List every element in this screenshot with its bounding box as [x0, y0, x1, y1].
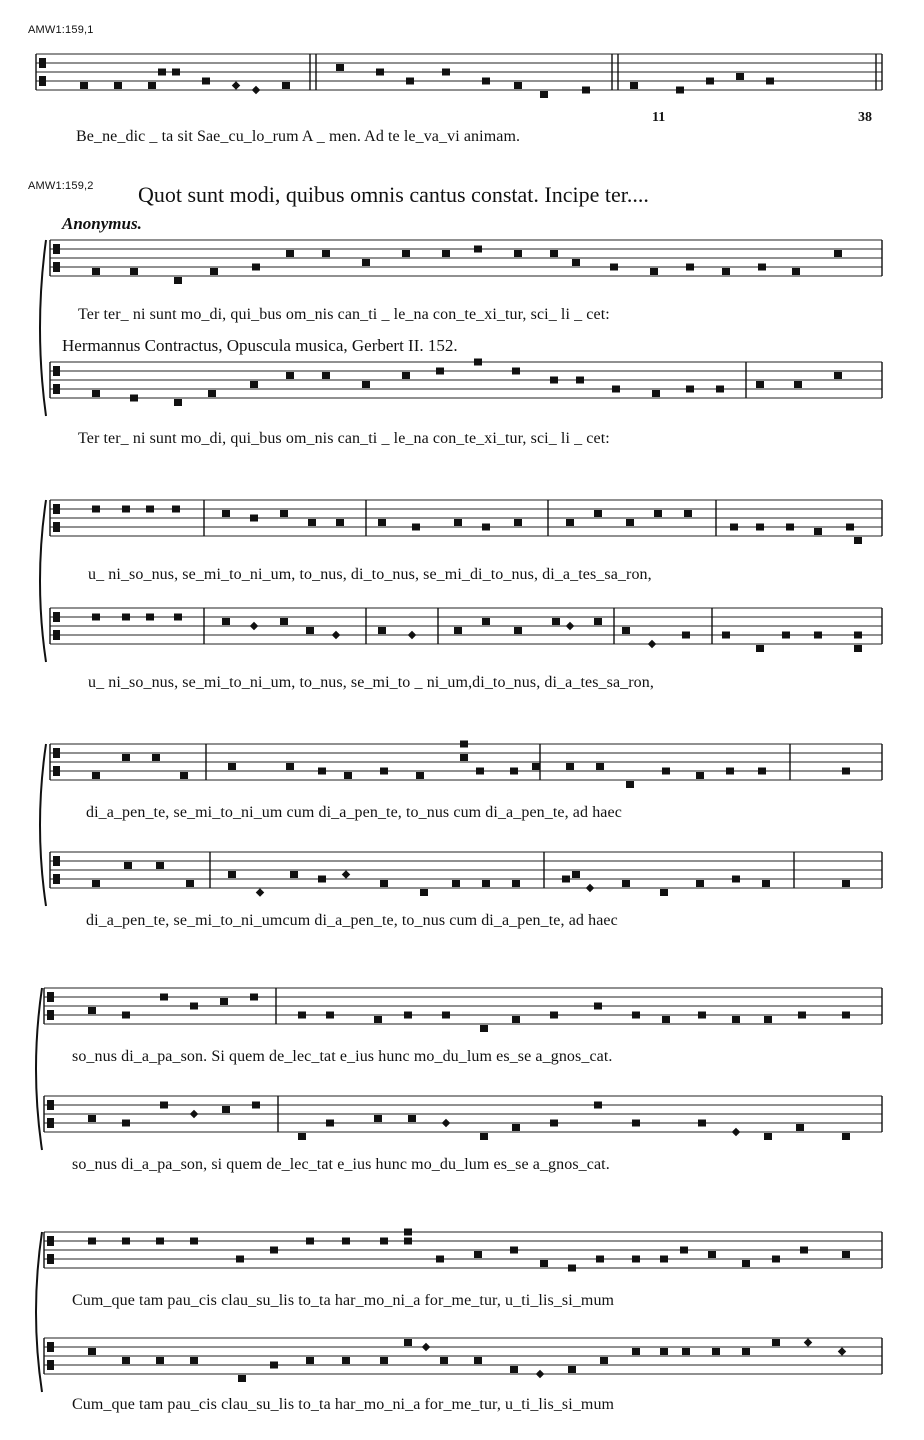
staff-3b-square-note-icon	[280, 618, 288, 625]
staff-5a-square-note-icon	[404, 1012, 412, 1019]
staff-5a-clef-icon	[47, 1010, 54, 1020]
staff-5a-square-note-icon	[764, 1016, 772, 1023]
staff-3b-diamond-note-icon	[408, 631, 416, 639]
reference-label-1: AMW1:159,1	[28, 24, 94, 36]
staff-6a-square-note-icon	[306, 1238, 314, 1245]
staff-5b-square-note-icon	[594, 1102, 602, 1109]
staff-5a-square-note-icon	[480, 1025, 488, 1032]
staff-6a-square-note-icon	[842, 1251, 850, 1258]
staff-2b-square-note-icon	[174, 399, 182, 406]
staff-3a-square-note-icon	[594, 510, 602, 517]
staff-3a-square-note-icon	[280, 510, 288, 517]
staff-6a-square-note-icon	[380, 1238, 388, 1245]
staff-6b-square-note-icon	[156, 1357, 164, 1364]
staff-6b-diamond-note-icon	[536, 1370, 544, 1378]
staff-2b-square-note-icon	[686, 386, 694, 393]
staff-3b-square-note-icon	[622, 627, 630, 634]
staff-2b-square-note-icon	[612, 386, 620, 393]
staff-3a-square-note-icon	[626, 519, 634, 526]
staff-1-square-note-icon	[706, 78, 714, 85]
staff-4a-square-note-icon	[566, 763, 574, 770]
staff-2a-square-note-icon	[252, 264, 260, 271]
staff-1-square-note-icon	[80, 82, 88, 89]
staff-2a-square-note-icon	[322, 250, 330, 257]
staff-6b-clef-icon	[47, 1360, 54, 1370]
staff-5a-square-note-icon	[842, 1012, 850, 1019]
staff-1-square-note-icon	[540, 91, 548, 98]
staff-3b-square-note-icon	[222, 618, 230, 625]
staff-3a-square-note-icon	[146, 506, 154, 513]
staff-3b-clef-icon	[53, 630, 60, 640]
staff-6b-square-note-icon	[404, 1339, 412, 1346]
staff-4a-square-note-icon	[476, 768, 484, 775]
staff-4b-square-note-icon	[420, 889, 428, 896]
staff-6a-square-note-icon	[510, 1247, 518, 1254]
staff-2a-square-note-icon	[210, 268, 218, 275]
staff-6b-square-note-icon	[190, 1357, 198, 1364]
staff-3b-square-note-icon	[682, 632, 690, 639]
staff-4b-square-note-icon	[452, 880, 460, 887]
staff-2b-clef-icon	[53, 384, 60, 394]
staff-3b-diamond-note-icon	[250, 622, 258, 630]
staff-6a-clef-icon	[47, 1236, 54, 1246]
staff-2a-square-note-icon	[610, 264, 618, 271]
staff-1-square-note-icon	[148, 82, 156, 89]
staff-6a-square-note-icon	[88, 1238, 96, 1245]
staff-6a-square-note-icon	[404, 1238, 412, 1245]
staff-1-square-note-icon	[630, 82, 638, 89]
staff-5b-square-note-icon	[122, 1120, 130, 1127]
staff-6b-diamond-note-icon	[422, 1343, 430, 1351]
staff-3a-square-note-icon	[92, 506, 100, 513]
staff-4b-square-note-icon	[512, 880, 520, 887]
staff-3b-square-note-icon	[814, 632, 822, 639]
staff-2a-square-note-icon	[792, 268, 800, 275]
staff-2a-square-note-icon	[474, 246, 482, 253]
staff-1-square-note-icon	[736, 73, 744, 80]
staff-3b-diamond-note-icon	[332, 631, 340, 639]
staff-6a-square-note-icon	[800, 1247, 808, 1254]
staff-3a-square-note-icon	[786, 524, 794, 531]
staff-6b-square-note-icon	[600, 1357, 608, 1364]
staff-3b-square-note-icon	[454, 627, 462, 634]
staff-2b-square-note-icon	[362, 381, 370, 388]
staff-4b-square-note-icon	[92, 880, 100, 887]
staff-6b-square-note-icon	[270, 1362, 278, 1369]
staff-4a-square-note-icon	[696, 772, 704, 779]
staff-3b-square-note-icon	[756, 645, 764, 652]
staff-5b-square-note-icon	[252, 1102, 260, 1109]
staff-1-square-note-icon	[172, 69, 180, 76]
staff-3b-square-note-icon	[482, 618, 490, 625]
staff-4a-square-note-icon	[662, 768, 670, 775]
staff-3b-square-note-icon	[552, 618, 560, 625]
staff-2a-square-note-icon	[362, 259, 370, 266]
staff-5b-diamond-note-icon	[732, 1128, 740, 1136]
staff-2a-square-note-icon	[572, 259, 580, 266]
staff-4a-square-note-icon	[228, 763, 236, 770]
staff-5b-square-note-icon	[160, 1102, 168, 1109]
staff-1-square-note-icon	[336, 64, 344, 71]
staff-5a-square-note-icon	[190, 1003, 198, 1010]
staff-4b-square-note-icon	[482, 880, 490, 887]
staff-5b-square-note-icon	[480, 1133, 488, 1140]
staff-3a-square-note-icon	[222, 510, 230, 517]
staff-4b-square-note-icon	[622, 880, 630, 887]
staff-2b-square-note-icon	[652, 390, 660, 397]
staff-4a-square-note-icon	[344, 772, 352, 779]
staff-4a-square-note-icon	[596, 763, 604, 770]
system-brace-icon	[40, 240, 46, 416]
staff-2b-square-note-icon	[286, 372, 294, 379]
staff-6a-square-note-icon	[568, 1265, 576, 1272]
staff-4a-square-note-icon	[532, 763, 540, 770]
lyric-line-8: so_nus di_a_pa_son. Si quem de_lec_tat e_ius hunc mo_du_lum es_se a_gnos_cat.	[72, 1048, 613, 1065]
staff-3a-square-note-icon	[756, 524, 764, 531]
staff-4a-square-note-icon	[842, 768, 850, 775]
staff-4a-square-note-icon	[286, 763, 294, 770]
staff-5a-square-note-icon	[798, 1012, 806, 1019]
staff-2b-square-note-icon	[402, 372, 410, 379]
staff-6b-square-note-icon	[474, 1357, 482, 1364]
staff-1-clef-icon	[39, 58, 46, 68]
staff-1-square-note-icon	[676, 87, 684, 94]
staff-4a-square-note-icon	[152, 754, 160, 761]
staff-6b-square-note-icon	[632, 1348, 640, 1355]
staff-6a-square-note-icon	[540, 1260, 548, 1267]
staff-3b-square-note-icon	[378, 627, 386, 634]
staff-2a-square-note-icon	[514, 250, 522, 257]
staff-4b-square-note-icon	[562, 876, 570, 883]
staff-5b-square-note-icon	[550, 1120, 558, 1127]
staff-2b-square-note-icon	[436, 368, 444, 375]
staff-3a-square-note-icon	[684, 510, 692, 517]
staff-6a-square-note-icon	[708, 1251, 716, 1258]
staff-2a-clef-icon	[53, 244, 60, 254]
staff-3a-clef-icon	[53, 522, 60, 532]
staff-3b-square-note-icon	[854, 632, 862, 639]
staff-5b-square-note-icon	[326, 1120, 334, 1127]
staff-4a-square-note-icon	[626, 781, 634, 788]
staff-5a-square-note-icon	[632, 1012, 640, 1019]
staff-3a-square-note-icon	[454, 519, 462, 526]
staff-4b-diamond-note-icon	[256, 888, 264, 896]
staff-6a-square-note-icon	[474, 1251, 482, 1258]
staff-4b-square-note-icon	[572, 871, 580, 878]
staff-3a-square-note-icon	[308, 519, 316, 526]
staff-5b-square-note-icon	[698, 1120, 706, 1127]
staff-5a-clef-icon	[47, 992, 54, 1002]
staff-6b-square-note-icon	[342, 1357, 350, 1364]
staff-1-square-note-icon	[202, 78, 210, 85]
staff-4b-square-note-icon	[124, 862, 132, 869]
author-label: Anonymus.	[62, 214, 142, 233]
staff-3b-square-note-icon	[594, 618, 602, 625]
staff-3a-square-note-icon	[250, 515, 258, 522]
lyric-line-7: di_a_pen_te, se_mi_to_ni_umcum di_a_pen_te, to_nus cum di_a_pen_te, ad haec	[86, 912, 618, 929]
staff-3a-square-note-icon	[854, 537, 862, 544]
staff-3a-square-note-icon	[172, 506, 180, 513]
lyric-line-4: u_ ni_so_nus, se_mi_to_ni_um, to_nus, di_to_nus, se_mi_di_to_nus, di_a_tes_sa_ron,	[88, 566, 652, 583]
staff-6b-square-note-icon	[88, 1348, 96, 1355]
staff-2a-square-note-icon	[174, 277, 182, 284]
staff-4b-square-note-icon	[842, 880, 850, 887]
staff-3b-clef-icon	[53, 612, 60, 622]
staff-4a-clef-icon	[53, 766, 60, 776]
staff-2b-square-note-icon	[716, 386, 724, 393]
staff-6a-square-note-icon	[342, 1238, 350, 1245]
staff-2b-square-note-icon	[474, 359, 482, 366]
staff-4b-square-note-icon	[732, 876, 740, 883]
staff-3b-square-note-icon	[782, 632, 790, 639]
staff-6b-square-note-icon	[568, 1366, 576, 1373]
staff-6b-diamond-note-icon	[838, 1347, 846, 1355]
lyric-line-9: so_nus di_a_pa_son, si quem de_lec_tat e_ius hunc mo_du_lum es_se a_gnos_cat.	[72, 1156, 610, 1173]
system-brace-icon	[36, 1232, 42, 1392]
staff-1-square-note-icon	[282, 82, 290, 89]
staff-6b-square-note-icon	[660, 1348, 668, 1355]
staff-2a-square-note-icon	[402, 250, 410, 257]
system-brace-icon	[36, 988, 42, 1150]
staff-6b-square-note-icon	[742, 1348, 750, 1355]
staff-3b-square-note-icon	[174, 614, 182, 621]
staff-4b-square-note-icon	[290, 871, 298, 878]
staff-1-square-note-icon	[158, 69, 166, 76]
staff-4b-clef-icon	[53, 874, 60, 884]
staff-5b-square-note-icon	[222, 1106, 230, 1113]
staff-5a-square-note-icon	[250, 994, 258, 1001]
staff-4a-square-note-icon	[380, 768, 388, 775]
staff-6b-square-note-icon	[380, 1357, 388, 1364]
staff-3b-diamond-note-icon	[648, 640, 656, 648]
staff-2b-square-note-icon	[794, 381, 802, 388]
staff-4a-square-note-icon	[122, 754, 130, 761]
staff-6a-square-note-icon	[632, 1256, 640, 1263]
staff-5b-diamond-note-icon	[190, 1110, 198, 1118]
lyric-line-1: Be_ne_dic _ ta sit Sae_cu_lo_rum A _ men. Ad te le_va_vi animam.	[76, 128, 521, 145]
staff-6a-clef-icon	[47, 1254, 54, 1264]
staff-3a-square-note-icon	[336, 519, 344, 526]
staff-6b-square-note-icon	[440, 1357, 448, 1364]
staff-6b-clef-icon	[47, 1342, 54, 1352]
staff-2b-square-note-icon	[550, 377, 558, 384]
measure-number-38: 38	[858, 110, 872, 125]
staff-5a-square-note-icon	[326, 1012, 334, 1019]
staff-2b-square-note-icon	[130, 395, 138, 402]
staff-4b-square-note-icon	[660, 889, 668, 896]
staff-2a-square-note-icon	[650, 268, 658, 275]
staff-6b-square-note-icon	[238, 1375, 246, 1382]
staff-4a-square-note-icon	[318, 768, 326, 775]
staff-3a-square-note-icon	[730, 524, 738, 531]
staff-6a-square-note-icon	[270, 1247, 278, 1254]
staff-3a-square-note-icon	[566, 519, 574, 526]
staff-4b-square-note-icon	[380, 880, 388, 887]
staff-5b-square-note-icon	[512, 1124, 520, 1131]
staff-6b-square-note-icon	[772, 1339, 780, 1346]
staff-5a-square-note-icon	[512, 1016, 520, 1023]
staff-2b-square-note-icon	[208, 390, 216, 397]
staff-6a-square-note-icon	[742, 1260, 750, 1267]
staff-5a-square-note-icon	[662, 1016, 670, 1023]
system-brace-icon	[40, 500, 46, 662]
staff-5a-square-note-icon	[160, 994, 168, 1001]
staff-4a-square-note-icon	[180, 772, 188, 779]
staff-2b-square-note-icon	[756, 381, 764, 388]
staff-3b-square-note-icon	[92, 614, 100, 621]
staff-4b-square-note-icon	[762, 880, 770, 887]
staff-6a-square-note-icon	[772, 1256, 780, 1263]
lyric-line-5: u_ ni_so_nus, se_mi_to_ni_um, to_nus, se_mi_to _ ni_um,di_to_nus, di_a_tes_sa_ron,	[88, 674, 654, 691]
staff-5b-square-note-icon	[632, 1120, 640, 1127]
staff-2b-clef-icon	[53, 366, 60, 376]
staff-6a-square-note-icon	[680, 1247, 688, 1254]
staff-4b-diamond-note-icon	[586, 884, 594, 892]
staff-2a-square-note-icon	[92, 268, 100, 275]
measure-number-11: 11	[652, 110, 666, 125]
staff-2a-square-note-icon	[550, 250, 558, 257]
staff-5b-clef-icon	[47, 1100, 54, 1110]
staff-1-square-note-icon	[406, 78, 414, 85]
staff-2b-square-note-icon	[512, 368, 520, 375]
staff-5b-square-note-icon	[374, 1115, 382, 1122]
staff-3a-square-note-icon	[412, 524, 420, 531]
staff-6b-diamond-note-icon	[804, 1338, 812, 1346]
staff-2a-clef-icon	[53, 262, 60, 272]
staff-2b-square-note-icon	[834, 372, 842, 379]
reference-label-2: AMW1:159,2	[28, 180, 94, 192]
staff-6a-square-note-icon	[436, 1256, 444, 1263]
staff-5b-square-note-icon	[298, 1133, 306, 1140]
staff-1-square-note-icon	[582, 87, 590, 94]
staff-5a-square-note-icon	[374, 1016, 382, 1023]
staff-4b-square-note-icon	[696, 880, 704, 887]
system-brace-icon	[40, 744, 46, 906]
staff-3a-square-note-icon	[514, 519, 522, 526]
staff-2a-square-note-icon	[286, 250, 294, 257]
staff-2a-square-note-icon	[722, 268, 730, 275]
staff-2b-square-note-icon	[92, 390, 100, 397]
staff-6a-square-note-icon	[122, 1238, 130, 1245]
staff-2a-square-note-icon	[130, 268, 138, 275]
staff-3b-square-note-icon	[146, 614, 154, 621]
staff-3b-square-note-icon	[514, 627, 522, 634]
staff-5b-square-note-icon	[764, 1133, 772, 1140]
staff-6b-square-note-icon	[306, 1357, 314, 1364]
staff-5a-square-note-icon	[88, 1007, 96, 1014]
source-reference: Hermannus Contractus, Opuscula musica, Gerbert II. 152.	[62, 336, 458, 355]
staff-5b-diamond-note-icon	[442, 1119, 450, 1127]
staff-3b-square-note-icon	[722, 632, 730, 639]
staff-5a-square-note-icon	[732, 1016, 740, 1023]
staff-5b-square-note-icon	[842, 1133, 850, 1140]
staff-1-square-note-icon	[514, 82, 522, 89]
staff-6b-square-note-icon	[712, 1348, 720, 1355]
staff-1-diamond-note-icon	[252, 86, 260, 94]
staff-1-square-note-icon	[482, 78, 490, 85]
lyric-line-10: Cum_que tam pau_cis clau_su_lis to_ta har_mo_ni_a for_me_tur, u_ti_lis_si_mum	[72, 1292, 615, 1309]
staff-2a-square-note-icon	[442, 250, 450, 257]
staff-5a-square-note-icon	[220, 998, 228, 1005]
staff-3b-square-note-icon	[122, 614, 130, 621]
staff-5a-square-note-icon	[698, 1012, 706, 1019]
staff-5b-square-note-icon	[408, 1115, 416, 1122]
staff-2a-square-note-icon	[758, 264, 766, 271]
lyric-line-2: Ter ter_ ni sunt mo_di, qui_bus om_nis can_ti _ le_na con_te_xi_tur, sci_ li _ cet:	[78, 306, 610, 323]
staff-3b-diamond-note-icon	[566, 622, 574, 630]
staff-6a-square-note-icon	[156, 1238, 164, 1245]
staff-1-square-note-icon	[442, 69, 450, 76]
staff-2b-square-note-icon	[322, 372, 330, 379]
staff-6a-square-note-icon	[236, 1256, 244, 1263]
staff-5a-square-note-icon	[298, 1012, 306, 1019]
staff-5a-square-note-icon	[122, 1012, 130, 1019]
staff-4a-square-note-icon	[726, 768, 734, 775]
staff-4b-square-note-icon	[186, 880, 194, 887]
staff-1-square-note-icon	[114, 82, 122, 89]
staff-6a-square-note-icon	[596, 1256, 604, 1263]
staff-6a-square-note-icon	[660, 1256, 668, 1263]
lyric-line-6: di_a_pen_te, se_mi_to_ni_um cum di_a_pen_te, to_nus cum di_a_pen_te, ad haec	[86, 804, 622, 821]
staff-4b-clef-icon	[53, 856, 60, 866]
staff-4b-diamond-note-icon	[342, 870, 350, 878]
staff-3a-square-note-icon	[378, 519, 386, 526]
staff-4a-square-note-icon	[460, 741, 468, 748]
staff-4a-square-note-icon	[416, 772, 424, 779]
staff-2b-square-note-icon	[576, 377, 584, 384]
staff-6b-square-note-icon	[122, 1357, 130, 1364]
staff-4b-square-note-icon	[156, 862, 164, 869]
lyric-line-11: Cum_que tam pau_cis clau_su_lis to_ta har_mo_ni_a for_me_tur, u_ti_lis_si_mum	[72, 1396, 615, 1413]
staff-4a-square-note-icon	[460, 754, 468, 761]
staff-6a-square-note-icon	[404, 1229, 412, 1236]
staff-4a-square-note-icon	[92, 772, 100, 779]
staff-5b-square-note-icon	[796, 1124, 804, 1131]
staff-5b-clef-icon	[47, 1118, 54, 1128]
staff-4a-clef-icon	[53, 748, 60, 758]
staff-3b-square-note-icon	[854, 645, 862, 652]
staff-5b-square-note-icon	[88, 1115, 96, 1122]
staff-6b-square-note-icon	[682, 1348, 690, 1355]
staff-6b-square-note-icon	[510, 1366, 518, 1373]
staff-3a-square-note-icon	[122, 506, 130, 513]
staff-1-clef-icon	[39, 76, 46, 86]
staff-3a-square-note-icon	[482, 524, 490, 531]
staff-2a-square-note-icon	[686, 264, 694, 271]
staff-3a-clef-icon	[53, 504, 60, 514]
lyric-line-3: Ter ter_ ni sunt mo_di, qui_bus om_nis can_ti _ le_na con_te_xi_tur, sci_ li _ cet:	[78, 430, 610, 447]
staff-3a-square-note-icon	[654, 510, 662, 517]
staff-3a-square-note-icon	[846, 524, 854, 531]
staff-5a-square-note-icon	[550, 1012, 558, 1019]
staff-6a-square-note-icon	[190, 1238, 198, 1245]
staff-1-diamond-note-icon	[232, 81, 240, 89]
staff-1-square-note-icon	[766, 78, 774, 85]
staff-2a-square-note-icon	[834, 250, 842, 257]
staff-5a-square-note-icon	[442, 1012, 450, 1019]
page-title: Quot sunt modi, quibus omnis cantus constat. Incipe ter....	[138, 182, 649, 207]
staff-2b-square-note-icon	[250, 381, 258, 388]
staff-4a-square-note-icon	[758, 768, 766, 775]
staff-4b-square-note-icon	[228, 871, 236, 878]
staff-4a-square-note-icon	[510, 768, 518, 775]
staff-1-square-note-icon	[376, 69, 384, 76]
staff-3a-square-note-icon	[814, 528, 822, 535]
staff-4b-square-note-icon	[318, 876, 326, 883]
staff-5a-square-note-icon	[594, 1003, 602, 1010]
staff-3b-square-note-icon	[306, 627, 314, 634]
